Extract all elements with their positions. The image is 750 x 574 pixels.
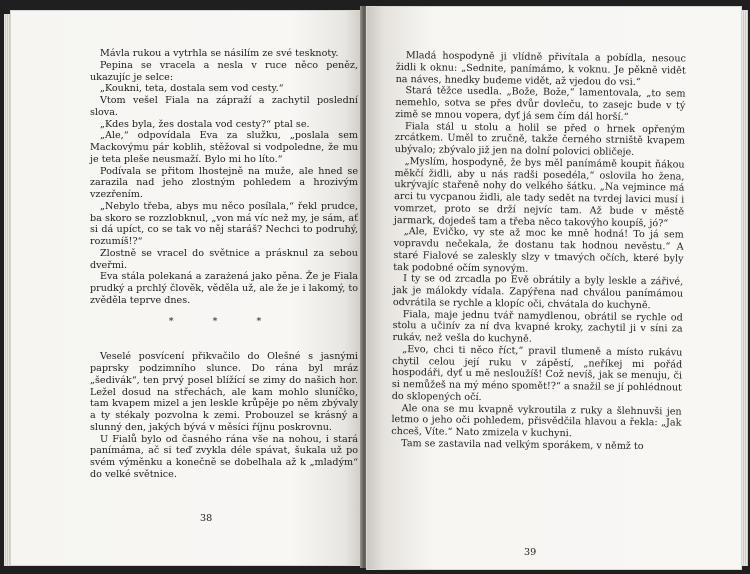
page-number-left: 38 (200, 513, 213, 524)
right-page-text (391, 50, 686, 453)
paragraph: Tam se zastavila nad velkým sporákem, v němž to (401, 437, 644, 452)
right-page-edges (742, 10, 748, 566)
paragraph: Ale ona se mu kvapně vykroutila z ruky a šlehnuvši jen letmo o jeho oči pohledem, přisvědčila hlavou a řekla: „Jak chceš, Víte.“ Nato zmizela v kuchyni. (391, 402, 682, 440)
paragraph: Podívala se přitom lhostejně na muže, ale hned se zarazila nad jeho zlostným pohledem a hrozivým vzezřením. (90, 165, 358, 200)
paragraph: Mávla rukou a vytrhla se násilím ze své tesknoty. (100, 48, 339, 59)
paragraph: „Ale, Evičko, vy ste až moc ke mně hodná! To já sem vopravdu nečekala, že dostanu tak hodnou nevěstu.“ A staré Fialové se zaleskly slzy v tmavých očích, které byly tak podobné očím synovým. (393, 226, 684, 275)
left-page (10, 10, 362, 566)
paragraph: Stará těžce usedla. „Bože, Bože,“ lamentovala, „to sem nemehlo, sotva se přes dvůr dovleču, to zasejc bude v tý zimě se mnou vopera, dyť já sem čím dál horší.“ (395, 85, 686, 123)
left-page-text (90, 48, 358, 481)
paragraph: „Evo, chci ti něco říct,“ pravil tlumeně a místo rukávu chytil celou její ruku v zápěstí, „neříkej mi pořád hospodáři, dyť u mě nesloužíš! Což nevíš, jak se menuju, či si nemůžeš na mý méno spomět!?“ a snažil se jí pohlédnout do sklopených očí. (391, 343, 683, 403)
paragraph: Vtom vešel Fiala na zápraží a zachytil poslední slova. (90, 95, 358, 118)
paragraph: U Fialů bylo od časného rána vše na nohou, i stará panímáma, ač si teď zvykla déle spávat, šukala už po svém výměnku a konečně se dobelhala až k „mladým“ do velké světnice. (90, 433, 358, 480)
paragraph: Fiala, maje jednu tvář namydlenou, obrátil se rychle od stolu a učinív za ní dva kvapné kroky, zachytil ji v síni za rukáv, než vešla do kuchyně. (392, 308, 683, 345)
paragraph: Eva stála polekaná a zarażená jako pěna. Že je Fiala prudký a prchlý člověk, věděla už, ale že je i lakomý, to zvěděla teprve dnes. (90, 271, 358, 306)
paragraph: „Myslím, hospodyně, že bys měl panímámě koupit ňákou měkčí židli, aby u nás radši posedéla,“ oslovila ho žena, ukrývajíc stařeně nohy do velkého šátku. „Na vejmince má arci tu vycpanou židli, ale tady sedět na tvrdej lavici musí i vomrzet, proto se drží nejvíc tam. Až bude v městě jarmark, dojedeš tam a třeba něco takovýho koupíš, jó?“ (393, 155, 685, 229)
paragraph: Fiala stál u stolu a holil se před o hrnek opřeným zrcátkem. Uměl to zručně, takže černého strniště kvapem ubývalo; zbývalo již jen na dolní polovici obličeje. (394, 120, 686, 158)
paragraph: Mladá hospodyně ji vlídně přivítala a pobídla, nesouc židli k oknu: „Sednite, panímámo, k voknu. Je pěkně vidět na náves, hnedky budeme vidět, až vjedou do vsi.“ (395, 50, 686, 88)
paragraph: Veselé posvícení přikvačilo do Olešné s jasnými paprsky podzimního slunce. Do rána byl mráz „šedivák“, ten prvý posel blížící se zimy do našich hor. Ležel dosud na střechách, ale kam mohlo sluníčko, tam kvapem mizel a jen leskle krůpěje po něm zbývaly a ty stékaly pozvolna k zemi. Probouzel se krásný a slunný den, jakých bývá v měsíci říjnu poskrovnu. (90, 351, 358, 433)
right-page (366, 6, 742, 570)
page-number-right: 39 (524, 547, 537, 558)
paragraph: „Kdes byla, žes dostala vod cesty?“ ptal se. (100, 118, 310, 130)
paragraph: „Ale,“ odpovídala Eva za služku, „poslala sem Mackovýmu pár koblih, stěžoval si vodpoledne, že mu je teta pleše neusmaží. Bylo mi ho líto.“ (90, 130, 358, 165)
paragraph: I ty se od zrcadla po Evě obrátily a byly leskle a zářivé, jak je málokdy vídala. Zapýřena nad chválou panímámou odvrátila se rychle a klopíc oči, chvátala do kuchyně. (392, 273, 684, 311)
paragraph: „Nebylo třeba, abys mu něco posílala,“ řekl prudce, ba skoro se rozzlobknul, „von má víc než my, je sám, ať si dá upíct, co se tak vo něj staráš? Nechci to podruhý, rozumíš!?“ (90, 200, 358, 247)
paragraph: Pepina se vracela a nesla v ruce něco peněz, ukazujíc je selce: (90, 59, 358, 83)
section-separator: * * * (168, 315, 280, 327)
paragraph: Zlostně se vracel do světnice a prásknul za sebou dveřmi. (90, 247, 358, 271)
paragraph: „Koukni, teta, dostala sem vod cesty.“ (100, 83, 284, 95)
